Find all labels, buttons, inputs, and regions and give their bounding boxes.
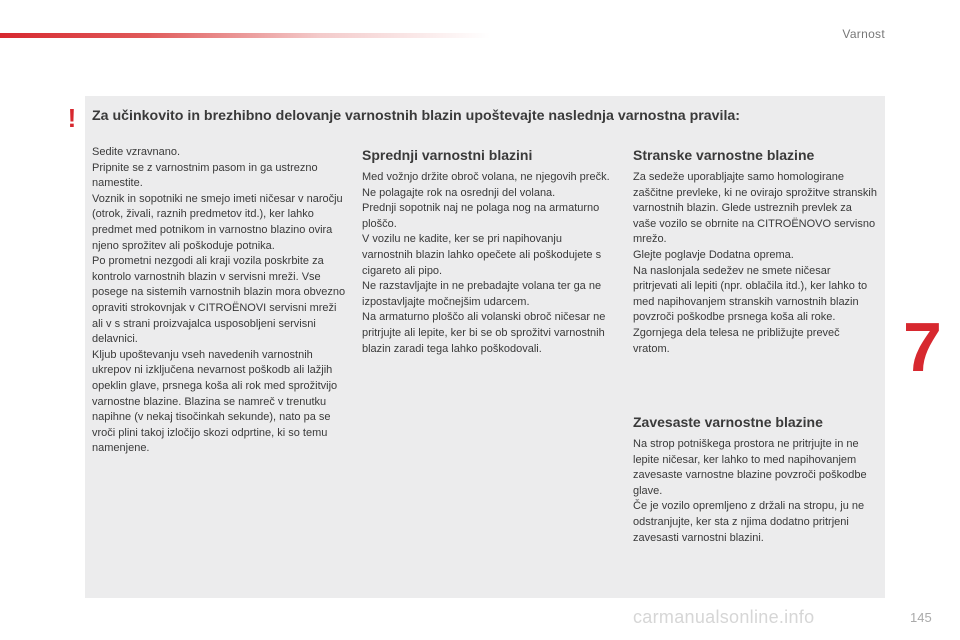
curtain-airbags-paragraph: Na strop potniškega prostora ne pritrjujte in ne lepite ničesar, ker lahko to med napihovanjem zavesaste varnostne blazine povzroči poškodbe glave. [633, 438, 867, 497]
curtain-airbags-paragraph: Če je vozilo opremljeno z držali na stropu, ju ne odstranjujte, ker sta z njima dodatno pritrjeni zavesasti varnostni blazini. [633, 500, 865, 544]
top-accent-bar [0, 33, 490, 38]
side-airbags-paragraph: Na naslonjala sedežev ne smete ničesar pritrjevati ali lepiti (npr. oblačila itd.), ker lahko to med napihovanjem stranskih varnostnih blazin povzroči poškodbe prsnega koša ali roke. [633, 264, 868, 324]
general-rule-paragraph: Sedite vzravnano. [92, 146, 181, 158]
front-airbags-paragraph: Med vožnjo držite obroč volana, ne njegovih prečk. Ne polagajte rok na osrednji del volana. [362, 171, 610, 199]
general-rule-paragraph: Kljub upoštevanju vseh navedenih varnostnih ukrepov ni izključena nevarnost poškodb ali lažjih opeklin glave, prsnega koša ali rok med sprožitvijo varnostne blazine. Blazina se namreč v trenutku napihne (v nekaj tisočinkah sekunde), nato pa se vroči plini takoj izločijo skozi odprtine, ki so temu namenjene. [92, 348, 338, 455]
side-airbags-paragraph: Glejte poglavje Dodatna oprema. [633, 248, 794, 261]
side-airbags-section [633, 146, 878, 357]
front-airbags-paragraph: Na armaturno ploščo ali volanski obroč ničesar ne pritrjujte ali lepite, ker bi se ob sprožitvi varnostnih blazin zaradi tega lahko poškodovali. [362, 311, 606, 355]
side-airbags-heading: Stranske varnostne blazine [633, 147, 815, 163]
front-airbags-section [362, 146, 612, 357]
curtain-airbags-heading: Zavesaste varnostne blazine [633, 414, 823, 430]
side-airbags-paragraph: Za sedeže uporabljajte samo homologirane zaščitne prevleke, ki ne ovirajo sprožitve stranskih varnostnih blazin. Glede ustreznih prevlek za vaše vozilo se obrnite na CITROËNOVO servisno mrežo. [633, 171, 877, 246]
watermark: carmanualsonline.info [633, 607, 815, 627]
page-number: 145 [910, 610, 932, 625]
curtain-airbags-section [633, 413, 878, 546]
panel-headline: Za učinkovito in brezhibno delovanje varnostnih blazin upoštevajte naslednja varnostna pravila: [92, 108, 741, 124]
chapter-number: 7 [903, 308, 942, 386]
general-rule-paragraph: Po prometni nezgodi ali kraji vozila poskrbite za kontrolo varnostnih blazin v servisni mreži. Vse posege na sistemih varnostnih blazin mora obvezno opraviti strokovnjak v CITROËNOVI servisni mreži ali v s strani proizvajalca usposobljeni servisni delavnici. [92, 255, 346, 346]
front-airbags-paragraph: V vozilu ne kadite, ker se pri napihovanju varnostnih blazin lahko opečete ali poškodujete s cigareto ali pipo. [362, 233, 602, 277]
warning-exclamation-icon: ! [67, 103, 77, 133]
general-rule-paragraph: Pripnite se z varnostnim pasom in ga ustrezno namestite. [92, 161, 318, 190]
general-rule-paragraph: Voznik in sopotniki ne smejo imeti ničesar v naročju (otrok, živali, raznih predmetov itd.), ker lahko predmet med potnikom in varnostno blazino ovira njeno sprožitev ali poškoduje potnika. [92, 192, 343, 252]
front-airbags-paragraph: Prednji sopotnik naj ne polaga nog na armaturno ploščo. [362, 202, 600, 230]
section-title: Varnost [842, 27, 885, 41]
general-rules-column [92, 145, 347, 457]
side-airbags-paragraph: Zgornjega dela telesa ne približujte preveč vratom. [633, 326, 840, 355]
front-airbags-heading: Sprednji varnostni blazini [362, 147, 533, 163]
front-airbags-paragraph: Ne razstavljajte in ne prebadajte volana ter ga ne izpostavljajte močnejšim udarcem. [362, 280, 602, 308]
